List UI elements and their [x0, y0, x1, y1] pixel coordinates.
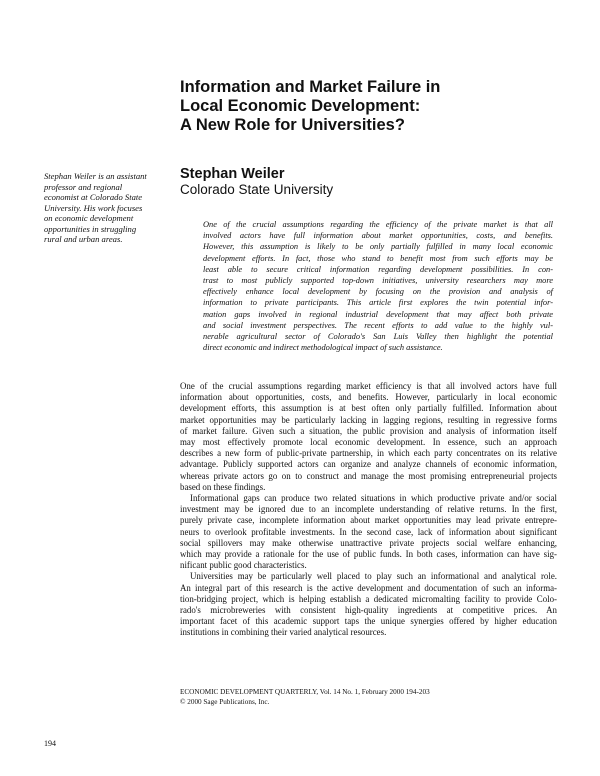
title-line: Local Economic Development: [180, 97, 421, 115]
body-line: describes a new form of public-private partnership, in which each party concentrates on its relative [180, 448, 557, 459]
body-line: tion-bridging project, which is helping establish a dedicated micromalting facility to provide Colo- [180, 593, 557, 604]
bio-line: rural and urban areas. [44, 234, 123, 244]
abstract-line: information to private participants. This article first explores the twin potential infor- [203, 298, 553, 308]
title-line: A New Role for Universities? [180, 116, 405, 134]
abstract [203, 219, 553, 353]
body-line: social spillovers may make otherwise unattractive private projects social welfare enhancing, [180, 537, 557, 548]
bio-line: on economic development [44, 213, 134, 223]
body-line: Universities may be particularly well placed to play such an informational and analytical role. [190, 571, 557, 582]
abstract-line: One of the crucial assumptions regarding the efficiency of the private market is that all [203, 220, 553, 229]
body-line: nificant public good characteristics. [180, 560, 307, 571]
body-line: purely private case, incomplete information about market opportunities may lead private entrepre- [180, 515, 557, 526]
body-line: information about opportunities, costs, and benefits. However, particularly in local economic [180, 392, 557, 403]
abstract-line: development efforts. In fact, those who stand to benefit most from such efforts may be [203, 253, 553, 263]
body-line: Informational gaps can produce two related situations in which productive private and/or social [190, 493, 557, 504]
abstract-line: nerable agricultural sector of Colorado's San Luis Valley then highlight the potential [203, 332, 553, 342]
body-line: investment may be ignored due to an incomplete understanding of relative returns. In the first, [180, 504, 557, 515]
body-line: rado's microbreweries with consistent high-quality ingredients at competitive prices. An [180, 605, 557, 616]
page-number: 194 [44, 739, 56, 748]
author-bio [44, 171, 172, 245]
body-text [180, 381, 557, 639]
body-line: may most effectively promote local economic development. In essence, such an approach [180, 437, 557, 448]
bio-line: opportunities in struggling [44, 223, 137, 234]
title-line: Information and Market Failure in [180, 78, 441, 96]
body-line: One of the crucial assumptions regarding market efficiency is that all involved actors have full [180, 381, 557, 391]
body-line: neurs to overlook profitable investments. In the second case, lack of information about significant [180, 526, 557, 537]
body-line: based on these findings. [180, 481, 266, 492]
body-line: institutions in combining their varied analytical resources. [180, 627, 387, 638]
journal-citation: ECONOMIC DEVELOPMENT QUARTERLY, Vol. 14 No. 1, February 2000 194-203 [180, 688, 430, 696]
body-line: of market failure. Given such a situation, the public provision and analysis of information itself [180, 425, 557, 436]
abstract-line: However, this assumption is likely to be only partially fulfilled in many local economic [203, 242, 553, 252]
abstract-line: least able to secure critical information regarding development possibilities. In con- [203, 264, 553, 274]
author-name: Stephan Weiler [180, 166, 285, 182]
abstract-line: involved actors have full information about market opportunities, costs, and benefits. [203, 231, 553, 241]
author-affiliation: Colorado State University [180, 182, 334, 197]
copyright-notice: © 2000 Sage Publications, Inc. [180, 697, 270, 706]
body-line: development efforts, this assumption is at best often only partially fulfilled. Information about [180, 403, 557, 414]
body-line: which may provide a rationale for the use of public funds. In both cases, information can have sig- [180, 549, 557, 560]
body-line: advantage. Publicly supported actors can organize and analyze channels of economic information, [180, 459, 557, 470]
journal-footer [180, 688, 430, 707]
body-line: An integral part of this research is the active development and documentation of such an informa- [180, 582, 557, 593]
body-line: whereas private actors go on to construct and manage the most promising entrepreneurial projects [180, 470, 557, 481]
bio-line: professor and regional [44, 181, 123, 192]
abstract-line: trast to most publicly supported top-down initiatives, university researchers may more [203, 276, 553, 286]
abstract-line: mation gaps involved in regional industrial development that may affect both private [203, 309, 553, 319]
bio-line: University. His work focuses [44, 202, 143, 213]
body-line: important facet of this academic support taps the unique synergies offered by higher education [180, 616, 557, 627]
abstract-line: direct economic and indirect methodological impact of such assistance. [203, 343, 443, 353]
article-title [180, 78, 560, 135]
abstract-line: and social investment perspectives. The recent efforts to add value to the highly vul- [203, 320, 553, 330]
bio-line: Stephan Weiler is an assistant [44, 171, 147, 181]
abstract-line: effectively enhance local development by focusing on the provision and analysis of [203, 287, 553, 297]
bio-line: economist at Colorado State [44, 192, 143, 202]
body-line: market opportunities may be particularly lacking in lagging regions, resulting in regressive forms [180, 414, 557, 425]
